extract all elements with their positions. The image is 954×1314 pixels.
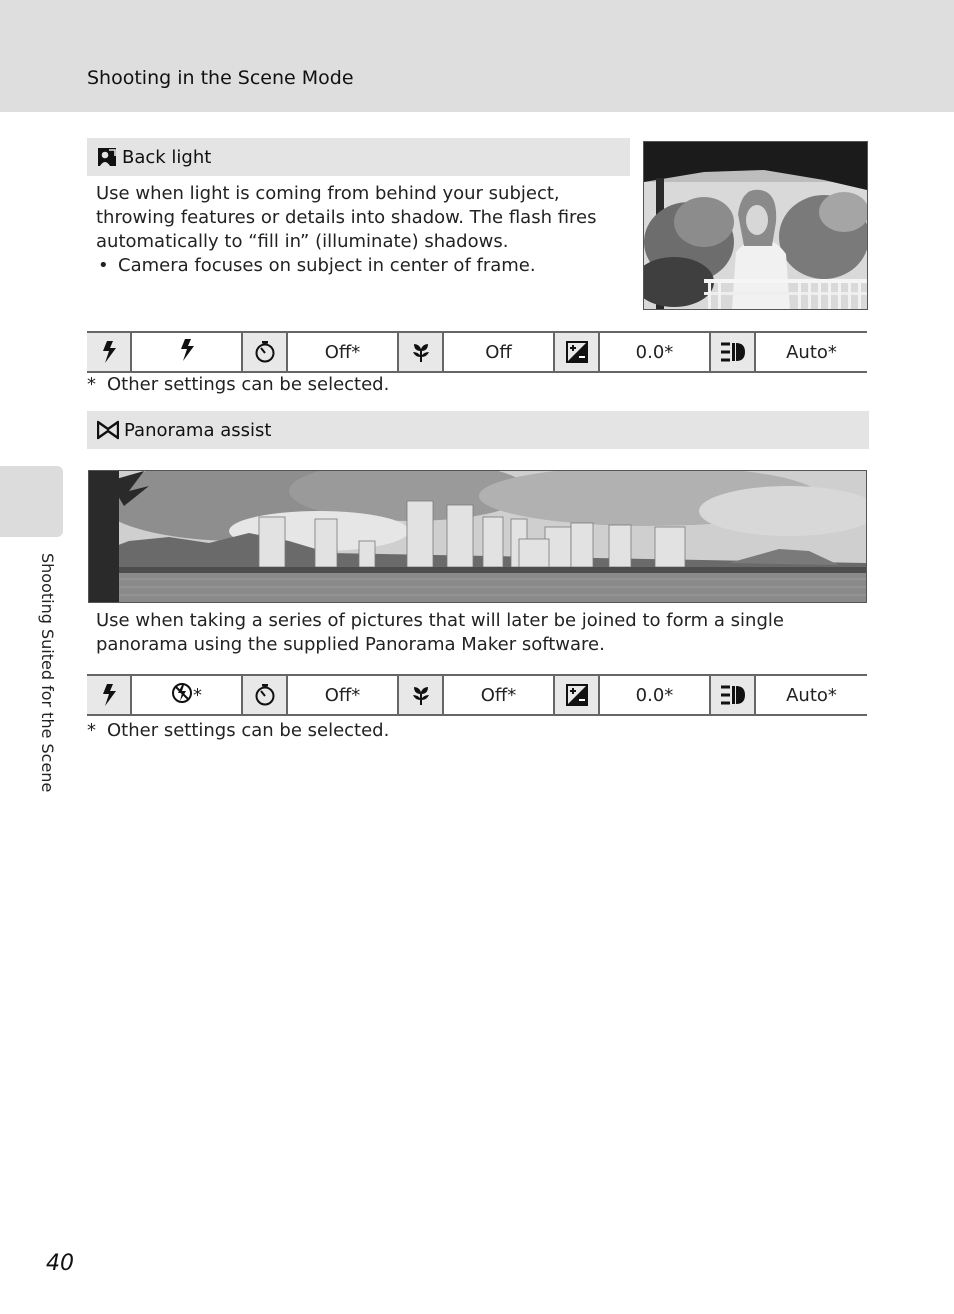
flash-mode-icon bbox=[87, 676, 132, 714]
panorama-footnote: * Other settings can be selected. bbox=[87, 720, 390, 741]
panorama-flash-value: * bbox=[132, 676, 243, 714]
flash-mode-icon bbox=[87, 333, 132, 371]
backlight-macro-value: Off bbox=[444, 333, 555, 371]
backlight-section-header bbox=[87, 138, 630, 176]
page-number: 40 bbox=[46, 1251, 74, 1276]
backlight-paragraph: Use when light is coming from behind your subject, throwing features or details into shadow. The flash fires automatically to “fill in” (illuminate) shadows. bbox=[96, 183, 597, 252]
exposure-compensation-icon bbox=[555, 333, 600, 371]
panorama-section-title: Panorama assist bbox=[124, 419, 272, 441]
panorama-iso-value: Auto* bbox=[786, 684, 837, 706]
chapter-tab-label: Shooting Suited for the Scene bbox=[38, 553, 57, 793]
flash-fill-icon bbox=[178, 339, 196, 366]
panorama-self-timer-value: Off* bbox=[288, 676, 399, 714]
backlight-flash-value bbox=[132, 333, 243, 371]
backlight-bullet-text: Camera focuses on subject in center of frame. bbox=[118, 255, 536, 276]
backlight-section-title: Back light bbox=[122, 146, 212, 168]
backlight-bullet: • Camera focuses on subject in center of frame. bbox=[98, 255, 536, 276]
backlight-scene-icon bbox=[97, 147, 117, 167]
backlight-exposure-value: 0.0* bbox=[600, 333, 711, 371]
macro-mode-icon bbox=[399, 676, 444, 714]
self-timer-icon bbox=[243, 676, 288, 714]
panorama-settings-row bbox=[87, 674, 867, 716]
self-timer-icon bbox=[243, 333, 288, 371]
backlight-settings-row bbox=[87, 331, 867, 373]
page-header bbox=[0, 0, 954, 112]
panorama-assist-icon bbox=[97, 420, 119, 440]
panorama-description bbox=[96, 609, 861, 657]
panorama-sample-photo bbox=[88, 470, 867, 603]
panorama-section-header bbox=[87, 411, 869, 449]
iso-sensitivity-icon bbox=[711, 676, 756, 714]
exposure-compensation-icon bbox=[555, 676, 600, 714]
iso-sensitivity-icon bbox=[711, 333, 756, 371]
panorama-exposure-value: 0.0* bbox=[600, 676, 711, 714]
backlight-description bbox=[96, 182, 626, 278]
chapter-tab bbox=[0, 466, 63, 537]
backlight-self-timer-value: Off* bbox=[288, 333, 399, 371]
panorama-macro-value: Off* bbox=[444, 676, 555, 714]
flash-off-icon bbox=[171, 682, 193, 709]
macro-mode-icon bbox=[399, 333, 444, 371]
header-title: Shooting in the Scene Mode bbox=[87, 67, 354, 89]
panorama-paragraph: Use when taking a series of pictures that will later be joined to form a single panorama using the supplied Panorama Maker software. bbox=[96, 610, 784, 655]
backlight-sample-photo bbox=[643, 141, 868, 310]
backlight-footnote: * Other settings can be selected. bbox=[87, 374, 390, 395]
backlight-iso-value: Auto* bbox=[786, 341, 837, 363]
